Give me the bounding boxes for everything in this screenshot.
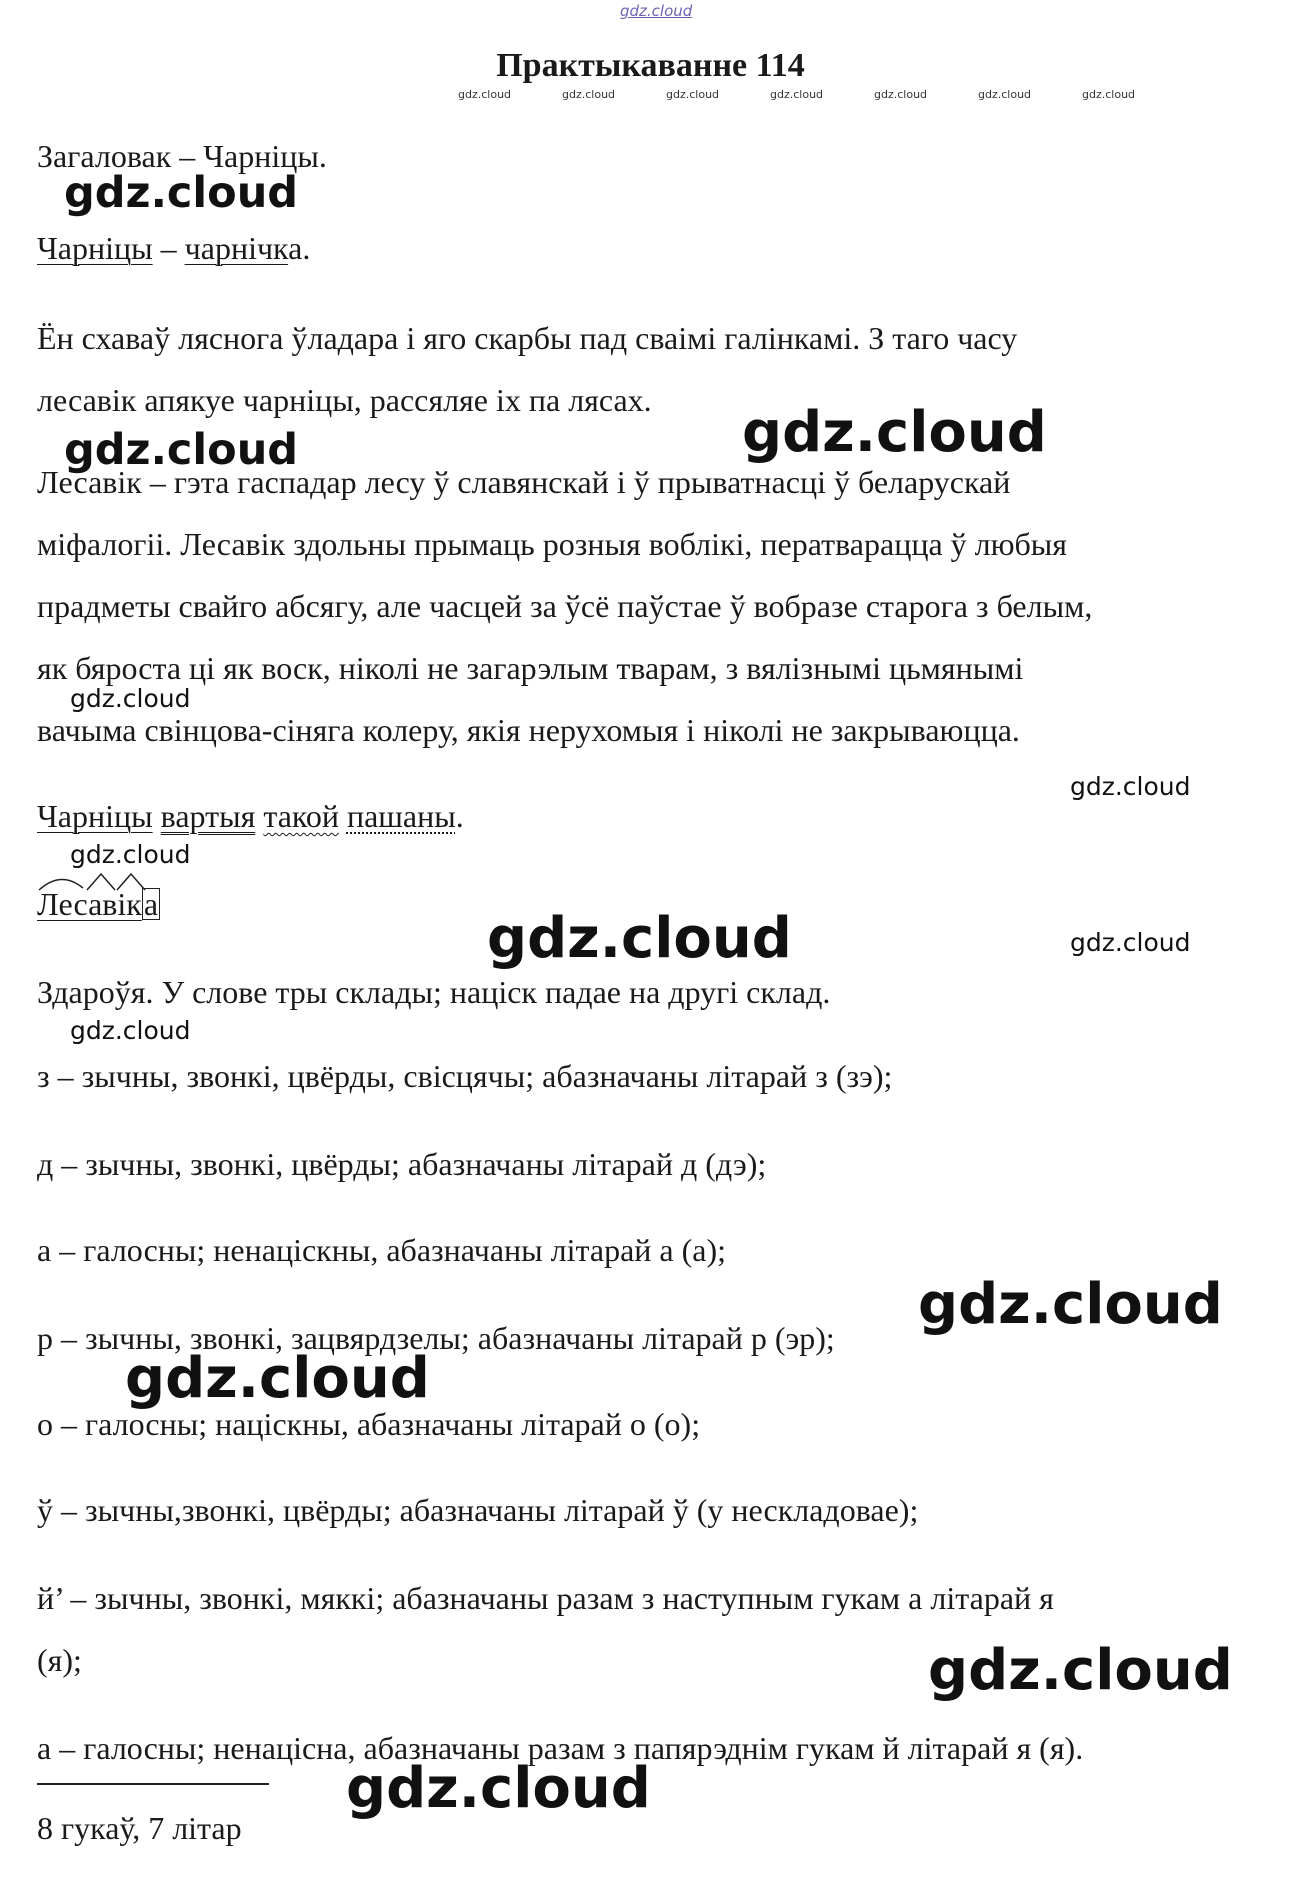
sound-line: з – зычны, звонкі, цвёрды, свісцячы; абазначаны літарай з (зэ);	[37, 1058, 893, 1094]
paragraph1-line2: лесавік апякуе чарніцы, рассяляе іх па лясах.	[37, 382, 652, 418]
watermark: gdz.cloud	[70, 840, 191, 869]
watermark: gdz.cloud	[64, 168, 299, 218]
period: .	[302, 230, 311, 266]
subject-word: Чарніцы	[37, 798, 153, 834]
small-watermark: gdz.cloud	[1082, 88, 1136, 101]
small-watermark: gdz.cloud	[458, 88, 512, 101]
paragraph2-line5: вачыма свінцова-сіняга колеру, якія нерухомыя і ніколі не закрываюцца.	[37, 712, 1020, 748]
sound-line: ў – зычны,звонкі, цвёрды; абазначаны літарай ў (у нескладовае);	[37, 1492, 919, 1528]
watermark: gdz.cloud	[70, 684, 191, 713]
sound-line: р – зычны, звонкі, зацвярдзелы; абазначаны літарай р (эр);	[37, 1320, 835, 1356]
small-watermark: gdz.cloud	[562, 88, 616, 101]
watermark: gdz.cloud	[487, 906, 792, 971]
watermark: gdz.cloud	[125, 1346, 430, 1411]
predicate-word: вартыя	[160, 798, 256, 834]
small-watermark: gdz.cloud	[770, 88, 824, 101]
word-ending: а	[288, 230, 303, 266]
divider-line	[37, 1783, 269, 1785]
watermark: gdz.cloud	[346, 1756, 651, 1821]
sentence-line	[37, 796, 464, 836]
word-pair-line	[37, 228, 310, 268]
morph-marks-icon	[37, 870, 171, 890]
paragraph2-line3: прадметы свайго абсягу, але часцей за ўсё паўстае ў вобразе старога з белым,	[37, 588, 1093, 624]
small-watermark: gdz.cloud	[874, 88, 928, 101]
top-watermark: gdz.cloud	[620, 2, 693, 20]
sound-line-continued: (я);	[37, 1642, 82, 1678]
watermark: gdz.cloud	[70, 1016, 191, 1045]
sound-line: о – галосны; націскны, абазначаны літарай о (о);	[37, 1406, 701, 1442]
period: .	[455, 798, 464, 834]
dash: –	[152, 230, 185, 266]
sound-line: й’ – зычны, звонкі, мяккі; абазначаны разам з наступным гукам а літарай я	[37, 1580, 1054, 1616]
watermark: gdz.cloud	[742, 400, 1047, 465]
word-stem: чарнічк	[184, 230, 289, 266]
attribute-word: такой	[263, 798, 339, 834]
watermark: gdz.cloud	[928, 1638, 1233, 1703]
sound-line: д – зычны, звонкі, цвёрды; абазначаны літарай д (дэ);	[37, 1146, 767, 1182]
paragraph2-line1: Лесавік – гэта гаспадар лесу ў славянскай і ў прыватнасці ў беларускай	[37, 464, 1011, 500]
word-chartsitsy: Чарніцы	[37, 230, 153, 266]
paragraph1-line1: Ён схаваў ляснога ўладара і яго скарбы пад сваімі галінкамі. З таго часу	[37, 320, 1018, 356]
morph-line	[37, 884, 160, 924]
watermark: gdz.cloud	[1070, 928, 1191, 957]
phonetic-intro: Здароўя. У слове тры склады; націск падае на другі склад.	[37, 974, 831, 1010]
small-watermark: gdz.cloud	[978, 88, 1032, 101]
heading-line: Загаловак – Чарніцы.	[37, 138, 327, 174]
watermark: gdz.cloud	[918, 1272, 1223, 1337]
watermark: gdz.cloud	[64, 425, 299, 475]
morph-stem-text: Лесавік	[37, 886, 142, 922]
paragraph2-line2: міфалогіі. Лесавік здольны прымаць розныя воблікі, ператварацца ў любыя	[37, 526, 1068, 562]
summary-line: 8 гукаў, 7 літар	[37, 1810, 242, 1846]
object-word: пашаны	[346, 798, 456, 834]
page-title: Практыкаванне 114	[496, 47, 805, 84]
paragraph2-line4: як бяроста ці як воск, ніколі не загарэлым тварам, з вялізнымі цьмянымі	[37, 650, 1024, 686]
watermark: gdz.cloud	[1070, 772, 1191, 801]
morph-stem	[37, 884, 142, 924]
small-watermark: gdz.cloud	[666, 88, 720, 101]
sound-line: а – галосны; ненаціснa, абазначаны разам з папярэднім гукам й літарай я (я).	[37, 1730, 1084, 1766]
morph-ending-box: а	[143, 886, 159, 922]
sound-line: а – галосны; ненаціскны, абазначаны літарай а (а);	[37, 1232, 727, 1268]
